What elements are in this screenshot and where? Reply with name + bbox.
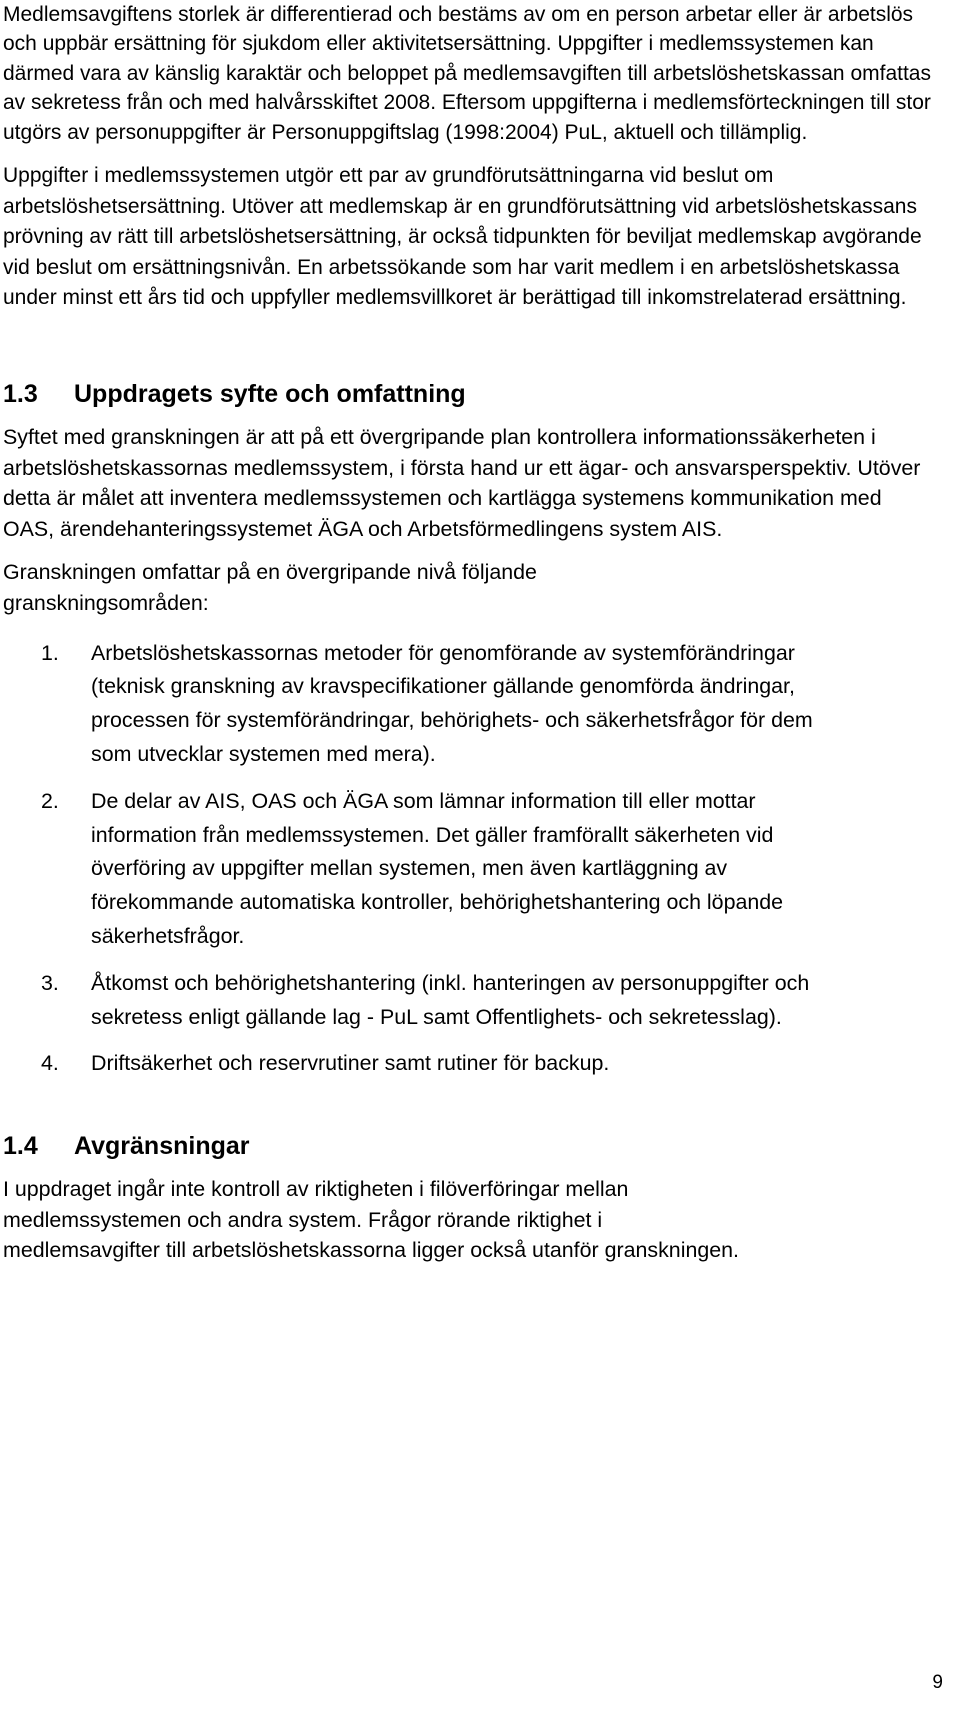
section-1-3-heading bbox=[3, 377, 938, 411]
list-item bbox=[3, 967, 938, 1035]
section-1-3-title: Uppdragets syfte och omfattning bbox=[74, 380, 466, 408]
list-item-text: Åtkomst och behörighetshantering (inkl. hanteringen av personuppgifter och sekretess enligt gällande lag - PuL samt Offentlighets- och sekretesslag). bbox=[91, 970, 810, 1029]
section-1-3-paragraph-2: Granskningen omfattar på en övergripande nivå följande granskningsområden: bbox=[3, 560, 537, 615]
page-number: 9 bbox=[932, 1672, 943, 1693]
section-1-4-number: 1.4 bbox=[3, 1132, 38, 1161]
intro-paragraph-2: Uppgifter i medlemssystemen utgör ett par av grundförutsättningarna vid beslut om arbetslöshetsersättning. Utöver att medlemskap är en grundförutsättning vid arbetslöshetskassans prövning av rätt till arbetslöshetsersättning, är också tidpunkten för beviljat medlemskap avgörande vid beslut om ersättningsnivån. En arbetssökande som har varit medlem i en arbetslöshetskassa under minst ett års tid och uppfyller medlemsvillkoret är berättigad till inkomstrelaterad ersättning. bbox=[3, 164, 922, 310]
section-1-3-paragraph-1: Syftet med granskningen är att på ett övergripande plan kontrollera informationssäkerheten i arbetslöshetskassornas medlemssystem, i första hand ur ett ägar- och ansvarsperspektiv. Utöver detta är målet att inventera medlemssystemen och kartlägga systemens kommunikation med OAS, ärendehanteringssystemet ÄGA och Arbetsförmedlingens system AIS. bbox=[3, 425, 921, 541]
list-item bbox=[3, 637, 938, 772]
list-item-text: Arbetslöshetskassornas metoder för genomförande av systemförändringar (teknisk granskning av kravspecifikationer gällande genomförda ändringar, processen för systemförändringar, behörighets- och säkerhetsfrågor för dem som utvecklar systemen med mera). bbox=[91, 640, 813, 766]
list-item bbox=[3, 785, 938, 954]
section-1-4-heading bbox=[3, 1129, 938, 1163]
list-marker: 3. bbox=[41, 970, 59, 995]
section-1-3-number: 1.3 bbox=[3, 380, 38, 408]
list-item-text: Driftsäkerhet och reservrutiner samt rutiner för backup. bbox=[91, 1051, 610, 1076]
list-marker: 4. bbox=[41, 1051, 59, 1076]
list-item bbox=[3, 1047, 938, 1081]
section-1-4-title: Avgränsningar bbox=[74, 1132, 250, 1161]
scope-list bbox=[3, 637, 938, 1082]
section-1-4-paragraph-1: I uppdraget ingår inte kontroll av riktigheten i filöverföringar mellan medlemssystemen och andra system. Frågor rörande riktighet i medlemsavgifter till arbetslöshetskassorna ligger också utanför granskningen. bbox=[3, 1177, 739, 1263]
list-marker: 2. bbox=[41, 788, 59, 813]
list-item-text: De delar av AIS, OAS och ÄGA som lämnar information till eller mottar information från medlemssystemen. Det gäller framförallt säkerheten vid överföring av uppgifter mellan systemen, men även kartläggning av förekommande automatiska kontroller, behörighetshantering och löpande säkerhetsfrågor. bbox=[91, 788, 784, 948]
page-content bbox=[3, 0, 938, 1266]
intro-paragraph-1: Medlemsavgiftens storlek är differentierad och bestäms av om en person arbetar eller är arbetslös och uppbär ersättning för sjukdom eller aktivitetsersättning. Uppgifter i medlemssystemen kan därmed vara av känslig karaktär och beloppet på medlemsavgiften till arbetslöshetskassan omfattas av sekretess från och med halvårsskiftet 2008. Eftersom uppgifterna i medlemsförteckningen till stor utgörs av personuppgifter är Personuppgiftslag (1998:2004) PuL, aktuell och tillämplig. bbox=[3, 3, 931, 144]
list-marker: 1. bbox=[41, 640, 59, 665]
